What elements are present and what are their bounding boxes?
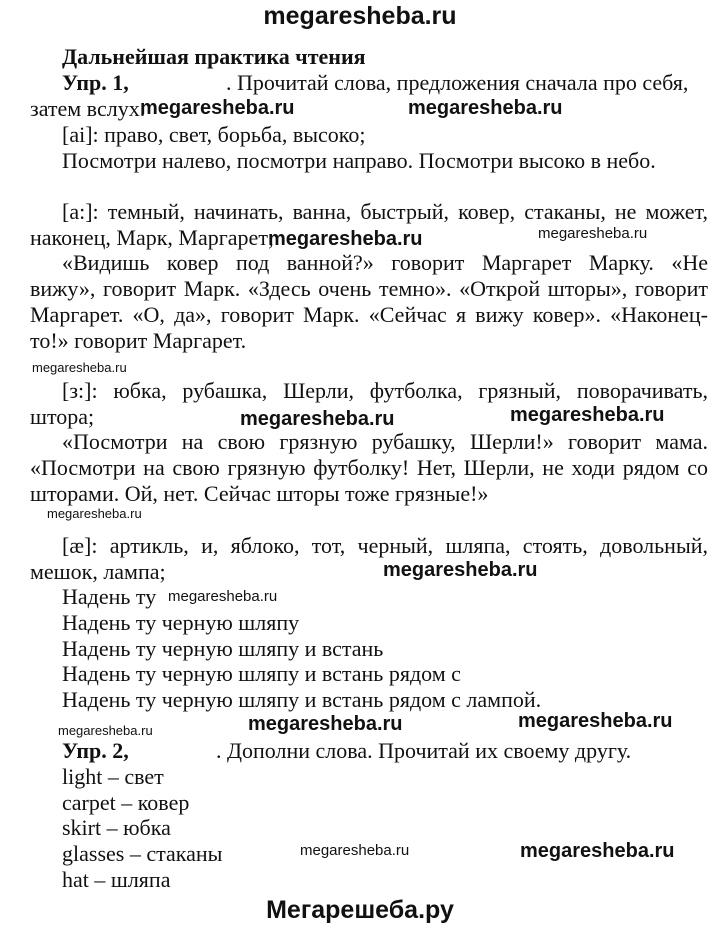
watermark: megaresheba.ru — [140, 97, 295, 119]
ex1-e-text: «Посмотри на свою грязную футболку! Нет, Шерли, не ходи рядом со — [30, 455, 708, 480]
watermark: megaresheba.ru — [510, 404, 665, 426]
ex1-ae-line: Надень ту черную шляпу и встань рядом с лампой. — [62, 687, 542, 712]
ex1-a-text: «Видишь ковер под ванной?» говорит Маргарет Марку. «Не — [62, 250, 708, 275]
ex1-a-text: вижу», говорит Марк. «Здесь очень темно». «Открой шторы», говорит — [30, 276, 708, 301]
ex1-e-words: штора; — [30, 404, 95, 429]
ex2-word: glasses – стаканы — [62, 841, 223, 866]
ex1-e-words: [з:]: юбка, рубашка, Шерли, футболка, грязный, поворачивать, — [62, 378, 708, 403]
watermark: megaresheba.ru — [248, 713, 403, 735]
ex1-a-words: наконец, Марк, Маргарет; — [30, 225, 275, 250]
watermark: megaresheba.ru — [47, 506, 142, 521]
ex2-word: skirt – юбка — [62, 815, 171, 840]
watermark: megaresheba.ru — [518, 710, 673, 732]
ex1-ae-line: Надень ту черную шляпу и встань рядом с — [62, 661, 461, 686]
watermark-header: megaresheba.ru — [263, 2, 457, 30]
watermark: megaresheba.ru — [240, 408, 395, 430]
watermark: megaresheba.ru — [520, 840, 675, 862]
ex1-ae-words: [æ]: артикль, и, яблоко, тот, черный, шляпа, стоять, довольный, — [62, 533, 708, 558]
watermark-footer: Мегарешеба.ру — [266, 896, 454, 924]
watermark: megaresheba.ru — [538, 225, 648, 242]
watermark: megaresheba.ru — [268, 228, 423, 250]
ex2-word: hat – шляпа — [62, 867, 171, 892]
watermark: megaresheba.ru — [32, 360, 127, 375]
ex1-e-text: «Посмотри на свою грязную рубашку, Шерли!» говорит мама. — [62, 429, 708, 454]
watermark: megaresheba.ru — [300, 842, 410, 859]
ex2-label: Упр. 2, — [62, 738, 129, 763]
watermark: megaresheba.ru — [168, 588, 278, 605]
ex1-a-words: [a:]: темный, начинать, ванна, быстрый, ковер, стаканы, не может, — [62, 199, 708, 224]
ex2-word: carpet – ковер — [62, 790, 190, 815]
ex1-ai-words: [ai]: право, свет, борьба, высоко; — [62, 122, 366, 147]
watermark: megaresheba.ru — [408, 97, 563, 119]
ex2-instruction: . Дополни слова. Прочитай их своему другу. — [216, 738, 632, 763]
ex1-a-text: Маргарет. «О, да», говорит Марк. «Сейчас я вижу ковер». «Наконец- — [30, 302, 708, 327]
watermark: megaresheba.ru — [383, 559, 538, 581]
ex2-word: light – свет — [62, 764, 164, 789]
ex1-a-text: то!» говорит Маргарет. — [30, 328, 247, 353]
ex1-ae-line: Надень ту черную шляпу — [62, 610, 300, 635]
ex1-ai-sentence: Посмотри налево, посмотри направо. Посмотри высоко в небо. — [62, 148, 656, 173]
ex1-instruction: . Прочитай слова, предложения сначала про себя, — [226, 70, 689, 95]
ex1-label: Упр. 1, — [62, 70, 129, 95]
ex1-ae-line: Надень ту черную шляпу и встань — [62, 636, 384, 661]
ex1-ae-words: мешок, лампа; — [30, 559, 166, 584]
ex1-ae-line: Надень ту — [62, 584, 157, 609]
ex1-e-text: шторами. Ой, нет. Сейчас шторы тоже грязные!» — [30, 481, 489, 506]
ex1-instruction-cont: затем вслух. — [30, 96, 146, 121]
section-title: Дальнейшая практика чтения — [62, 44, 366, 69]
watermark: megaresheba.ru — [58, 723, 153, 738]
